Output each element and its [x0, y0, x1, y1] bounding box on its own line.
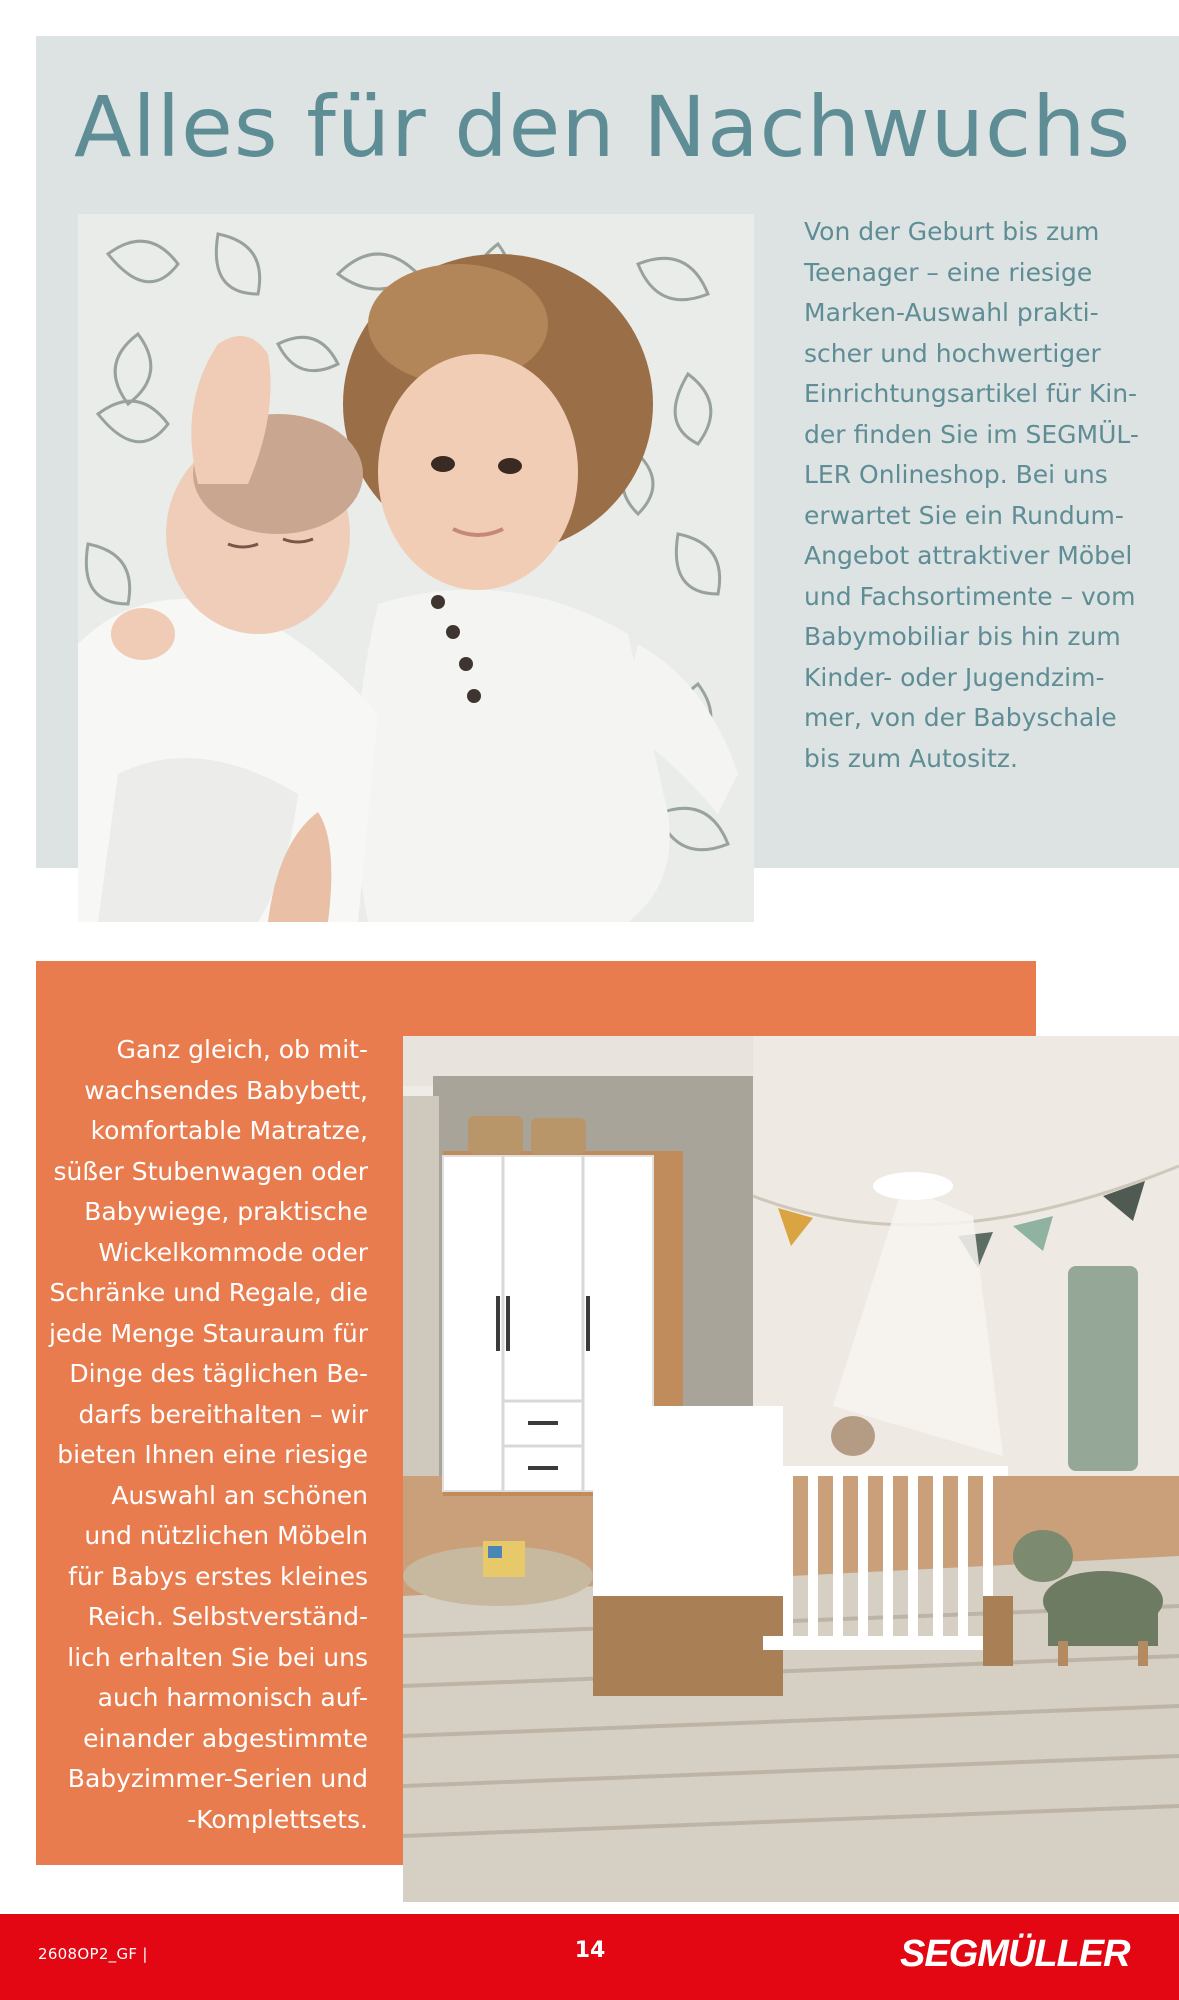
nursery-paragraph: Ganz gleich, ob mit- wachsendes Babybett, komfortable Matratze, süßer Stubenwagen oder Babywiege, praktische Wickelkommode oder Schränke und Regale, die jede Menge Stauraum für Dinge des täglichen Be- darfs bereithalten – wir bieten Ihnen eine riesige Auswahl an schönen und nützlichen Möbeln für Babys erstes kleines Reich. Selbstverständ- lich erhalten Sie bei uns auch harmonisch auf- einander abgestimmte Babyzimmer-Serien und -Komplettsets. — [48, 1035, 368, 1834]
photo-children-on-blanket — [78, 214, 754, 922]
page-number: 14 — [574, 1938, 606, 1963]
footer-code: 2608OP2_GF | — [38, 1945, 148, 1963]
photo-nursery-room — [403, 1036, 1179, 1902]
page-title: Alles für den Nachwuchs — [74, 78, 1132, 176]
brand-logo: SEGMÜLLER — [900, 1933, 1130, 1975]
intro-paragraph: Von der Geburt bis zum Teenager – eine riesige Marken-Auswahl prakti- scher und hochwertiger Einrichtungsartikel für Kin- der finden Sie im SEGMÜL- LER Onlineshop. Bei uns erwartet Sie ein Rundum- Angebot attraktiver Möbel und Fachsortimente – vom Babymobiliar bis hin zum Kinder- oder Jugendzim- mer, von der Babyschale bis zum Autositz. — [804, 217, 1139, 773]
